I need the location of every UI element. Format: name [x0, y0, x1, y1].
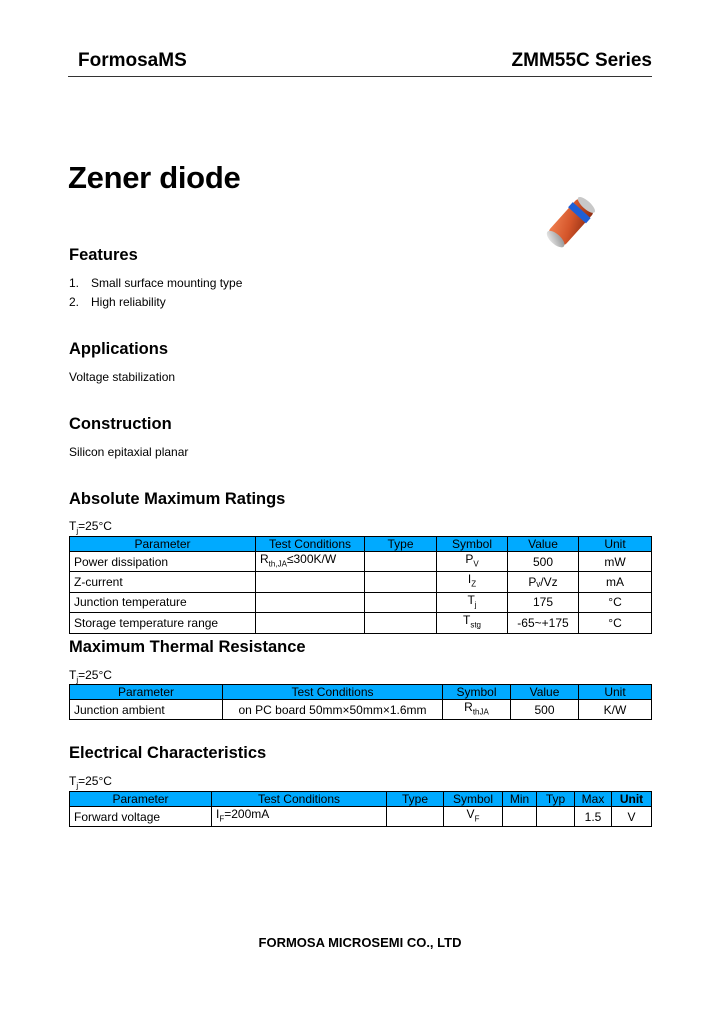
features-heading: Features — [69, 246, 138, 264]
col-header: Unit — [579, 537, 652, 552]
condition-cell: $R_{th,JA}\le 300K/W$ — [256, 552, 365, 572]
table-row — [70, 700, 652, 720]
series-name: ZMM55C Series — [511, 50, 652, 71]
col-header: Min — [503, 792, 537, 807]
company-footer: FORMOSA MICROSEMI CO., LTD — [258, 935, 462, 950]
type-cell — [387, 807, 444, 827]
unit-cell: mW — [579, 552, 652, 572]
unit-cell: K/W — [579, 700, 652, 720]
table-row — [70, 552, 652, 572]
table-row — [70, 592, 652, 612]
construction-text: Silicon epitaxial planar — [69, 445, 189, 459]
type-cell — [365, 572, 437, 592]
value-cell: Pᵥ/Vᴢ — [508, 572, 579, 592]
table-header-row — [70, 537, 652, 552]
features-item-2-number: 2. — [69, 295, 80, 309]
col-header: Type — [365, 537, 437, 552]
param-cell: Storage temperature range — [70, 613, 256, 633]
electrical-condition: $T_j=25^\circ C$ — [69, 774, 112, 791]
features-item-1-number: 1. — [69, 276, 80, 290]
electrical-heading: Electrical Characteristics — [69, 744, 267, 762]
col-header: Unit — [579, 685, 652, 700]
unit-cell: mA — [579, 572, 652, 592]
col-header: Max — [575, 792, 612, 807]
value-cell: 500 — [511, 700, 579, 720]
features-item-2: High reliability — [91, 295, 166, 309]
symbol-cell: $T_j$ — [437, 592, 508, 612]
col-header: Unit — [612, 792, 652, 807]
col-header: Parameter — [70, 685, 223, 700]
col-header: Value — [508, 537, 579, 552]
col-header: Type — [387, 792, 444, 807]
param-cell: Forward voltage — [70, 807, 212, 827]
col-header: Parameter — [70, 792, 212, 807]
electrical-table — [69, 791, 652, 827]
applications-heading: Applications — [69, 340, 169, 358]
symbol-cell: $T_{stg}$ — [437, 613, 508, 633]
col-header: Test Conditions — [212, 792, 387, 807]
col-header: Value — [511, 685, 579, 700]
construction-heading: Construction — [69, 415, 172, 433]
symbol-cell: $I_Z$ — [437, 572, 508, 592]
col-header: Test Conditions — [223, 685, 443, 700]
table-header-row — [70, 685, 652, 700]
thermal-heading: Maximum Thermal Resistance — [69, 638, 306, 656]
unit-cell: °C — [579, 592, 652, 612]
max-cell: 1.5 — [575, 807, 612, 827]
type-cell — [365, 592, 437, 612]
type-cell — [365, 552, 437, 572]
value-cell: 175 — [508, 592, 579, 612]
header-divider — [68, 76, 652, 77]
col-header: Symbol — [437, 537, 508, 552]
value-cell: -65~+175 — [508, 613, 579, 633]
type-cell — [365, 613, 437, 633]
zener-diode-icon — [536, 188, 606, 256]
abs-max-table — [69, 536, 652, 634]
condition-cell: on PC board 50mm×50mm×1.6mm — [223, 700, 443, 720]
table-header-row — [70, 792, 652, 807]
brand-name: FormosaMS — [78, 50, 187, 71]
table-row — [70, 572, 652, 592]
symbol-cell: $P_V$ — [437, 552, 508, 572]
table-row — [70, 807, 652, 827]
page-title: Zener diode — [68, 160, 241, 195]
symbol-cell: $R_{thJA}$ — [443, 700, 511, 720]
col-header: Symbol — [444, 792, 503, 807]
condition-cell — [256, 613, 365, 633]
unit-cell: V — [612, 807, 652, 827]
condition-cell — [256, 572, 365, 592]
condition-cell — [256, 592, 365, 612]
param-cell: Z-current — [70, 572, 256, 592]
typ-cell — [537, 807, 575, 827]
symbol-cell: $V_F$ — [444, 807, 503, 827]
value-cell: 500 — [508, 552, 579, 572]
min-cell — [503, 807, 537, 827]
table-row — [70, 613, 652, 633]
thermal-table — [69, 684, 652, 720]
col-header: Test Conditions — [256, 537, 365, 552]
features-item-1: Small surface mounting type — [91, 276, 243, 290]
abs-max-heading: Absolute Maximum Ratings — [69, 490, 286, 508]
abs-max-condition: $T_j=25^\circ C$ — [69, 519, 112, 536]
thermal-condition: $T_j=25^\circ C$ — [69, 668, 112, 685]
col-header: Parameter — [70, 537, 256, 552]
applications-text: Voltage stabilization — [69, 370, 176, 384]
unit-cell: °C — [579, 613, 652, 633]
param-cell: Junction ambient — [70, 700, 223, 720]
condition-cell: $I_F=200mA$ — [212, 807, 387, 827]
col-header: Symbol — [443, 685, 511, 700]
param-cell: Junction temperature — [70, 592, 256, 612]
col-header: Typ — [537, 792, 575, 807]
param-cell: Power dissipation — [70, 552, 256, 572]
